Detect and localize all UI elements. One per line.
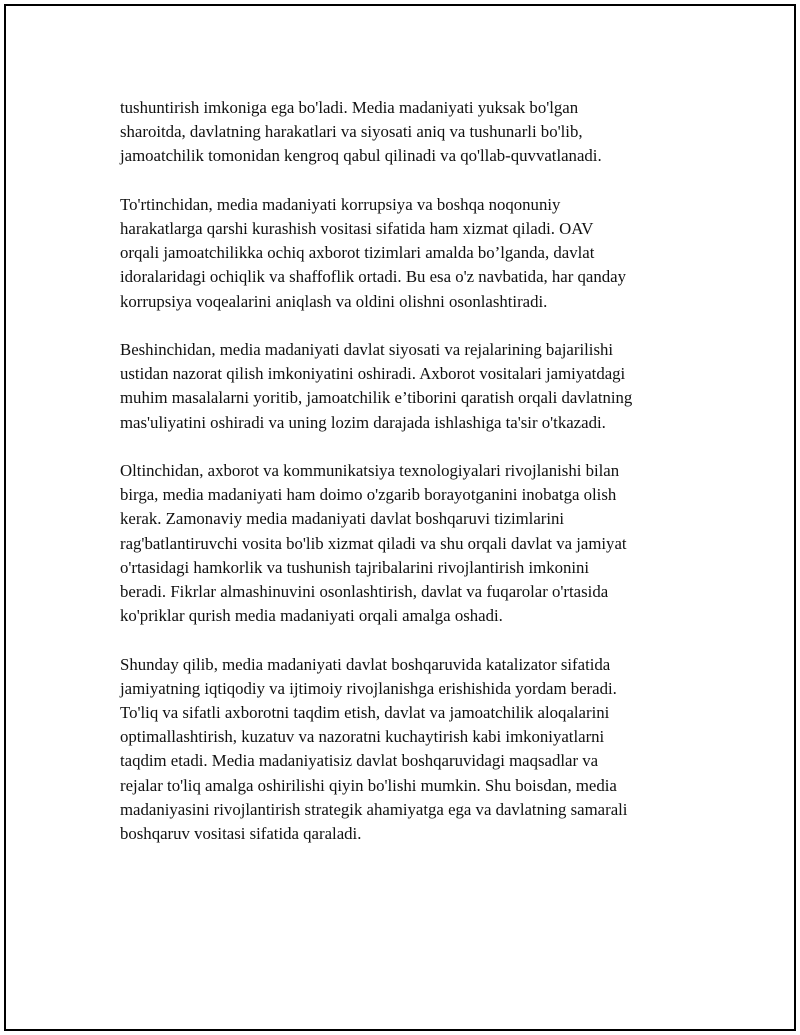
text-line: harakatlarga qarshi kurashish vositasi sifatida ham xizmat qiladi. OAV xyxy=(120,219,594,238)
text-line: Oltinchidan, axborot va kommunikatsiya texnologiyalari rivojlanishi bilan xyxy=(120,461,620,480)
text-line: taqdim etadi. Media madaniyatisiz davlat boshqaruvidagi maqsadlar va xyxy=(120,751,599,771)
text-line: o'rtasidagi hamkorlik va tushunish tajribalarini rivojlantirish imkonini xyxy=(120,557,590,577)
text-line: rag'batlantiruvchi vosita bo'lib xizmat qiladi va shu orqali davlat va jamiyat xyxy=(120,533,627,553)
text-line: madaniyasini rivojlantirish strategik ahamiyatga ega va davlatning samarali xyxy=(120,799,628,819)
text-line: tushuntirish imkoniga ega bo'ladi. Media madaniyati yuksak bo'lgan xyxy=(120,98,579,117)
text-line: optimallashtirish, kuzatuv va nazoratni kuchaytirish kabi imkoniyatlarni xyxy=(120,727,605,747)
text-line: beradi. Fikrlar almashinuvini osonlashtirish, davlat va fuqarolar o'rtasida xyxy=(120,582,609,602)
text-line: Shunday qilib, media madaniyati davlat boshqaruvida katalizator sifatida xyxy=(120,654,611,674)
text-line: sharoitda, davlatning harakatlari va siyosati aniq va tushunarli bo'lib, xyxy=(120,122,583,142)
text-line: birga, media madaniyati ham doimo o'zgarib borayotganini inobatga olish xyxy=(120,485,617,505)
text-line: ustidan nazorat qilish imkoniyatini oshiradi. Axborot vositalari jamiyatdagi xyxy=(120,364,626,384)
document-page xyxy=(4,4,796,1031)
text-line: ko'priklar qurish media madaniyati orqali amalga oshadi. xyxy=(120,606,503,626)
text-line: korrupsiya voqealarini aniqlash va oldini olishni osonlashtiradi. xyxy=(120,291,548,311)
text-line: jamiyatning iqtiqodiy va ijtimoiy rivojlanishga erishishida yordam beradi. xyxy=(120,678,617,698)
paragraph-4 xyxy=(120,459,690,628)
text-line: To'liq va sifatli axborotni taqdim etish, davlat va jamoatchilik aloqalarini xyxy=(120,703,610,723)
text-line: kerak. Zamonaviy media madaniyati davlat boshqaruvi tizimlarini xyxy=(120,509,565,529)
text-line: idoralaridagi ochiqlik va shaffoflik ortadi. Bu esa o'z navbatida, har qanday xyxy=(120,267,626,287)
text-line: jamoatchilik tomonidan kengroq qabul qilinadi va qo'llab-quvvatlanadi. xyxy=(120,146,602,166)
text-line: orqali jamoatchilikka ochiq axborot tizimlari amalda bo’lganda, davlat xyxy=(120,243,595,263)
text-line: Beshinchidan, media madaniyati davlat siyosati va rejalarining bajarilishi xyxy=(120,340,614,359)
paragraph-5 xyxy=(120,653,690,847)
text-line: mas'uliyatini oshiradi va uning lozim darajada ishlashiga ta'sir o'tkazadi. xyxy=(120,412,606,432)
text-line: boshqaruv vositasi sifatida qaraladi. xyxy=(120,824,362,844)
text-line: To'rtinchidan, media madaniyati korrupsiya va boshqa noqonuniy xyxy=(120,194,561,214)
document-body xyxy=(120,96,690,870)
text-line: rejalar to'liq amalga oshirilishi qiyin bo'lishi mumkin. Shu boisdan, media xyxy=(120,775,617,795)
paragraph-1 xyxy=(120,96,690,169)
paragraph-3 xyxy=(120,338,690,435)
paragraph-2 xyxy=(120,193,690,314)
text-line: muhim masalalarni yoritib, jamoatchilik e’tiborini qaratish orqali davlatning xyxy=(120,388,633,408)
